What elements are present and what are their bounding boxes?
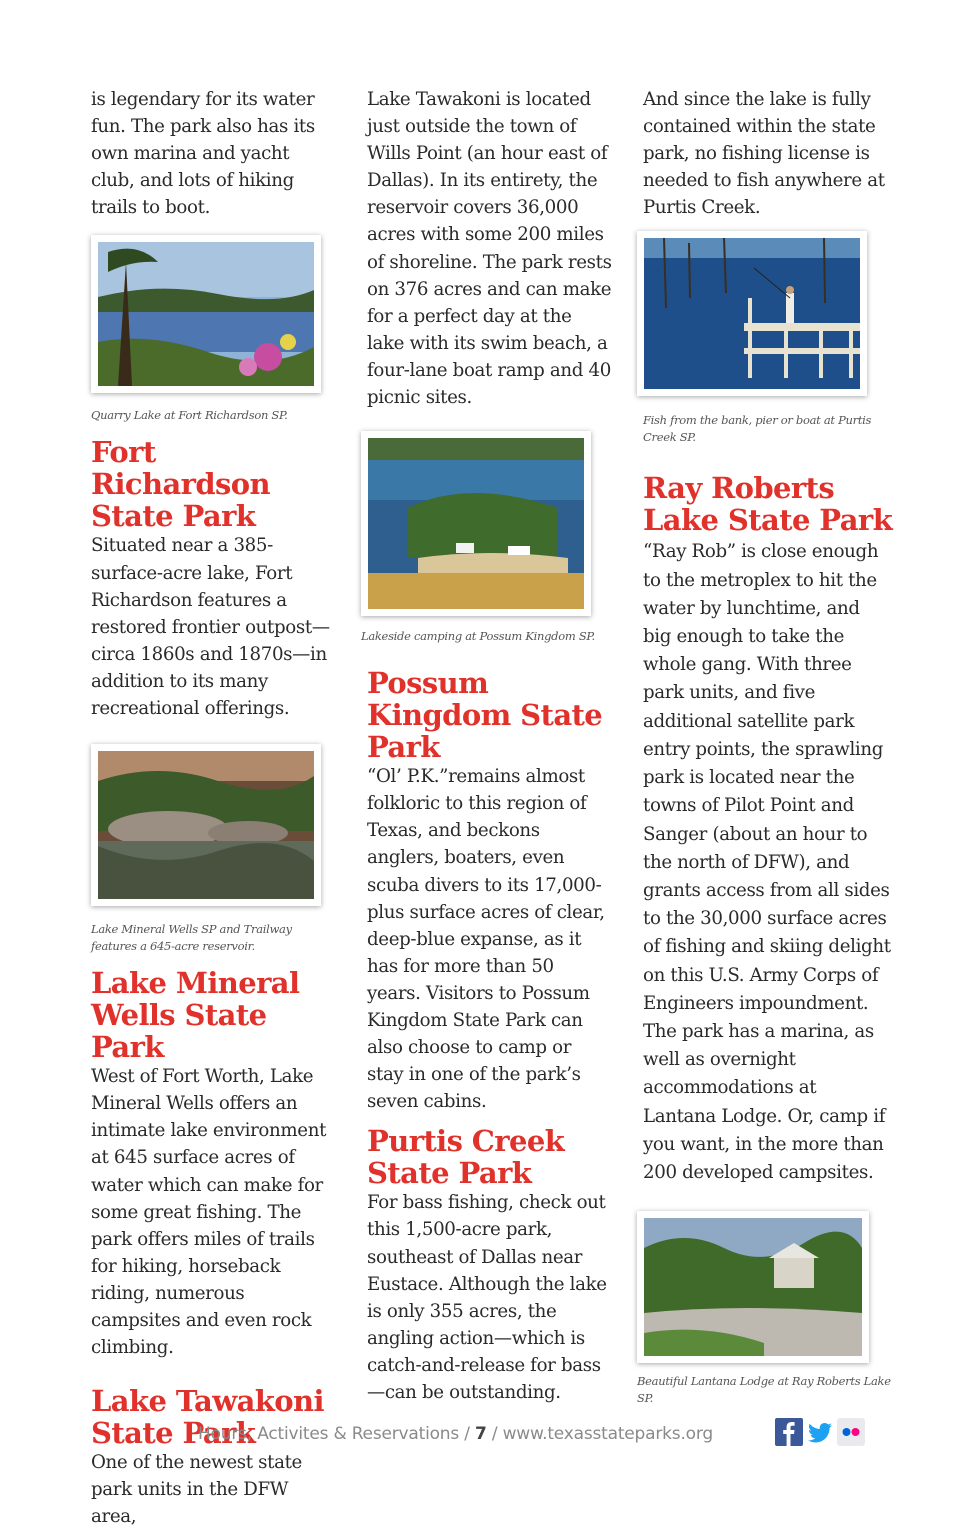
heading-fort-richardson: Fort Richardson State Park (91, 435, 270, 534)
column-2 (361, 86, 612, 1406)
caption-purtis-creek: Fish from the bank, pier or boat at Purtis Creek SP. (643, 413, 872, 445)
heading-lake-mineral-wells: Lake Mineral Wells State Park (91, 966, 300, 1065)
lake-mineral-wells-image (98, 751, 314, 899)
column-3 (637, 86, 893, 1407)
photo-lantana-lodge (637, 1211, 869, 1363)
caption-quarry-lake: Quarry Lake at Fort Richardson SP. (91, 408, 288, 423)
paragraph-lake-mineral-wells: West of Fort Worth, Lake Mineral Wells offers an intimate lake environment at 645 surface acres of water which can make for some great fishing. The park offers miles of trails for hiking, horseback riding, numerous campsites and even rock climbing. (91, 1066, 327, 1359)
page-number: 7 (474, 1424, 487, 1444)
photo-purtis-creek-pier (637, 231, 867, 396)
paragraph-fort-richardson: Situated near a 385-surface-acre lake, Fort Richardson features a restored frontier outpost—circa 1860s and 1870s—in addition to its many recreational offerings. (91, 535, 330, 720)
caption-possum-kingdom: Lakeside camping at Possum Kingdom SP. (361, 629, 595, 644)
column-1 (91, 86, 336, 1530)
photo-lake-mineral-wells (91, 744, 321, 906)
paragraph-lake-tawakoni: One of the newest state park units in the DFW area, (91, 1452, 302, 1528)
footer-left-text: Hours, Activites & Reservations / (198, 1424, 470, 1444)
possum-kingdom-camping-image (368, 438, 584, 609)
heading-lake-tawakoni: Lake Tawakoni State Park (91, 1384, 324, 1451)
paragraph-purtis-continued: And since the lake is fully contained within the state park, no fishing license is needed to fish anywhere at Purtis Creek. (643, 89, 885, 219)
quarry-lake-image (98, 242, 314, 386)
flickr-icon[interactable] (837, 1418, 865, 1446)
heading-purtis-creek: Purtis Creek State Park (367, 1124, 565, 1191)
photo-possum-kingdom-camping (361, 431, 591, 616)
heading-ray-roberts: Ray Roberts Lake State Park (643, 471, 893, 538)
footer-website[interactable]: / www.texasstateparks.org (491, 1424, 713, 1444)
paragraph-lake-tawakoni-continued: Lake Tawakoni is located just outside the town of Wills Point (an hour east of Dallas). In its entirety, the reservoir covers 36,000 acres with some 200 miles of shoreline. The park rests on 376 acres and can make for a perfect day at the lake with its swim beach, a four-lane boat ramp and 40 picnic sites. (367, 89, 612, 409)
photo-quarry-lake (91, 235, 321, 393)
social-icons (775, 1418, 865, 1446)
paragraph-purtis-creek: For bass fishing, check out this 1,500-acre park, southeast of Dallas near Eustace. Although the lake is only 355 acres, the angling action—which is catch-and-release for bass—can be outstanding. (367, 1192, 607, 1403)
twitter-icon[interactable] (806, 1418, 834, 1446)
facebook-icon[interactable] (775, 1418, 803, 1446)
caption-lake-mineral-wells: Lake Mineral Wells SP and Trailway features a 645-acre reservoir. (91, 922, 292, 954)
paragraph-ray-roberts: “Ray Rob” is close enough to the metroplex to hit the water by lunchtime, and big enough to take the whole gang. With three park units, and five additional satellite park entry points, the sprawling park is located near the towns of Pilot Point and Sanger (about an hour to the north of DFW), and grants access from all sides to the 30,000 surface acres of fishing and skiing delight on this U.S. Army Corps of Engineers impoundment. The park has a marina, as well as overnight accommodations at Lantana Lodge. Or, camp if you want, in the more than 200 developed campsites. (643, 541, 891, 1183)
caption-lantana-lodge: Beautiful Lantana Lodge at Ray Roberts Lake SP. (637, 1374, 891, 1406)
heading-possum-kingdom: Possum Kingdom State Park (367, 666, 603, 765)
paragraph-continued: is legendary for its water fun. The park also has its own marina and yacht club, and lots of hiking trails to boot. (91, 89, 315, 219)
purtis-creek-pier-image (644, 238, 860, 389)
lantana-lodge-image (644, 1218, 862, 1356)
footer (198, 1424, 713, 1444)
paragraph-possum-kingdom: “Ol’ P.K.”remains almost folkloric to this region of Texas, and beckons anglers, boaters, even scuba divers to its 17,000-plus surface acres of clear, deep-blue expanse, as it has for more than 50 years. Visitors to Possum Kingdom State Park can also choose to camp or stay in one of the park’s seven cabins. (367, 766, 605, 1113)
